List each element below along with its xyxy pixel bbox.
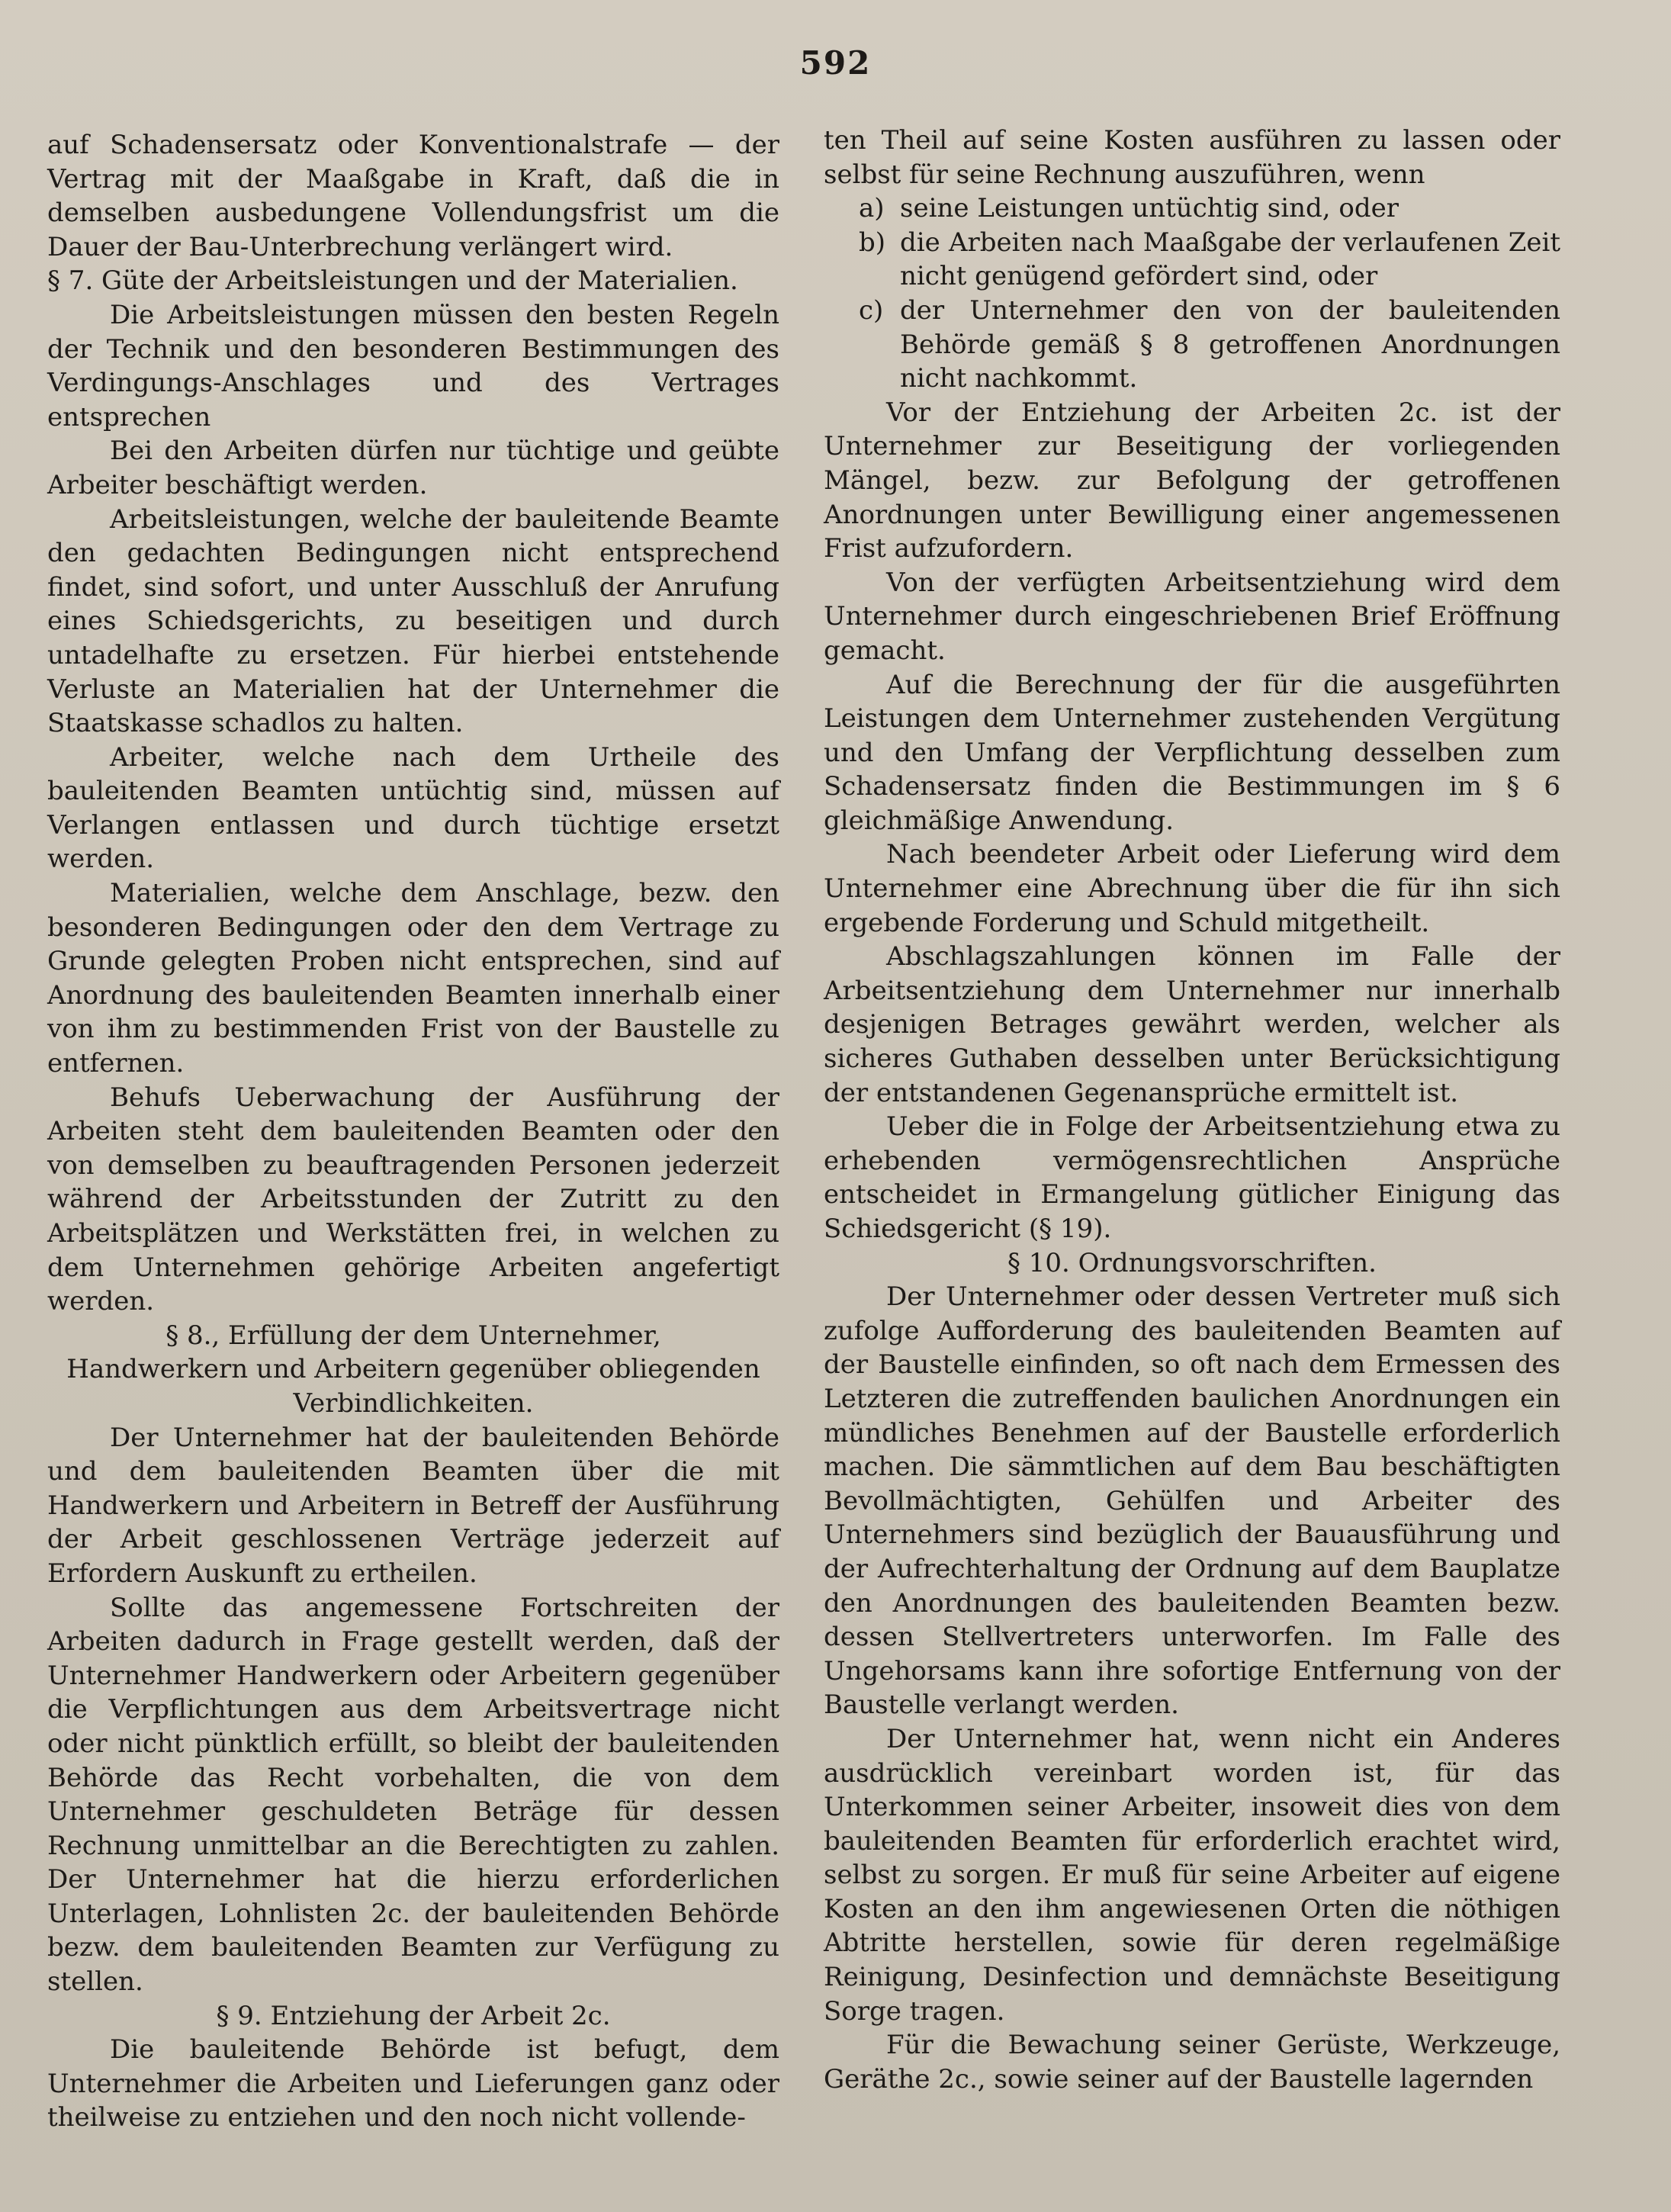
list-item-text: die Arbeiten nach Maaßgabe der verlaufenen Zeit nicht genügend gefördert sind, oder (900, 227, 1560, 292)
paragraph: Vor der Entziehung der Arbeiten 2c. ist der Unternehmer zur Beseitigung der vorliegenden Mängel, bezw. zur Befolgung der getroffenen Anordnungen unter Bewilligung einer angemessenen Frist aufzufordern. (824, 397, 1560, 564)
paragraph: Ueber die in Folge der Arbeitsentziehung etwa zu erhebenden vermögensrechtlichen Ansprüche entscheidet in Ermangelung gütlicher Einigung das Schiedsgericht (§ 19). (824, 1111, 1560, 1244)
paragraph: ten Theil auf seine Kosten ausführen zu lassen oder selbst für seine Rechnung auszuführen, wenn (824, 125, 1560, 190)
list-item (824, 226, 1560, 294)
section-heading-8-line-3: Verbindlichkeiten. (293, 1387, 534, 1419)
section-heading-9: § 9. Entziehung der Arbeit 2c. (216, 2000, 611, 2031)
paragraph: Arbeitsleistungen, welche der bauleitende Beamte den gedachten Bedingungen nicht entsprechend findet, sind sofort, und unter Ausschluß der Anrufung eines Schiedsgerichts, zu beseitigen und durch untadelhafte zu ersetzen. Für hierbei entstehende Verluste an Materialien hat der Unternehmer die Staatskasse schadlos zu halten. (47, 503, 779, 739)
list-item-text: seine Leistungen untüchtig sind, oder (900, 193, 1399, 224)
page-number: 592 (799, 44, 872, 82)
section-heading-8-line-2: Handwerkern und Arbeitern gegenüber obliegenden (66, 1354, 760, 1385)
list-item (824, 191, 1560, 226)
paragraph: Die bauleitende Behörde ist befugt, dem Unternehmer die Arbeiten und Lieferungen ganz oder theilweise zu entziehen und den noch nicht vollende- (47, 2034, 779, 2133)
paragraph: Nach beendeter Arbeit oder Lieferung wird dem Unternehmer eine Abrechnung über die für ihn sich ergebende Forderung und Schuld mitgetheilt. (824, 839, 1560, 938)
paragraph: Der Unternehmer oder dessen Vertreter muß sich zufolge Aufforderung des bauleitenden Beamten auf der Baustelle einfinden, so oft nach dem Ermessen des Letzteren die zutreffenden baulichen Anordnungen ein mündliches Benehmen auf der Baustelle erforderlich machen. Die sämmtlichen auf dem Bau beschäftigten Bevollmächtigten, Gehülfen und Arbeiter des Unternehmers sind bezüglich der Bauausführung und der Aufrechterhaltung der Ordnung auf dem Bauplatze den Anordnungen des bauleitenden Beamten bezw. dessen Stellvertreters unterworfen. Im Falle des Ungehorsams kann ihre sofortige Entfernung von der Baustelle verlangt werden. (824, 1281, 1560, 1721)
list-marker: c) (859, 294, 884, 326)
list-item (824, 294, 1560, 396)
paragraph: auf Schadensersatz oder Konventionalstrafe — der Vertrag mit der Maaßgabe in Kraft, daß die in demselben ausbedungene Vollendungsfrist um die Dauer der Bau-Unterbrechung verlängert wird. (47, 130, 779, 262)
list-item-text: der Unternehmer den von der bauleitenden Behörde gemäß § 8 getroffenen Anordnungen nicht nachkommt. (900, 294, 1560, 394)
paragraph: Auf die Berechnung der für die ausgeführten Leistungen dem Unternehmer zustehenden Vergütung und den Umfang der Verpflichtung desselben zum Schadensersatz finden die Bestimmungen im § 6 gleichmäßige Anwendung. (824, 669, 1560, 836)
paragraph: Behufs Ueberwachung der Ausführung der Arbeiten steht dem bauleitenden Beamten oder den von demselben zu beauftragenden Personen jederzeit während der Arbeitsstunden der Zutritt zu den Arbeitsplätzen und Werkstätten frei, in welchen zu dem Unternehmen gehörige Arbeiten angefertigt werden. (47, 1082, 779, 1317)
paragraph: Sollte das angemessene Fortschreiten der Arbeiten dadurch in Frage gestellt werden, daß der Unternehmer Handwerkern oder Arbeitern gegenüber die Verpflichtungen aus dem Arbeitsvertrage nicht oder nicht pünktlich erfüllt, so bleibt der bauleitenden Behörde das Recht vorbehalten, die von dem Unternehmer geschuldeten Beträge für dessen Rechnung unmittelbar an die Berechtigten zu zahlen. Der Unternehmer hat die hierzu erforderlichen Unterlagen, Lohnlisten 2c. der bauleitenden Behörde bezw. dem bauleitenden Beamten zur Verfügung zu stellen. (47, 1592, 779, 1998)
list-marker: b) (859, 227, 886, 258)
left-column (47, 128, 779, 2135)
paragraph: Abschlagszahlungen können im Falle der Arbeitsentziehung dem Unternehmer nur innerhalb desjenigen Betrages gewährt werden, welcher als sicheres Guthaben desselben unter Berücksichtigung der entstandenen Gegenansprüche ermittelt ist. (824, 941, 1560, 1108)
paragraph: Für die Bewachung seiner Gerüste, Werkzeuge, Geräthe 2c., sowie seiner auf der Baustelle lagernden (824, 2030, 1560, 2095)
paragraph: Arbeiter, welche nach dem Urtheile des bauleitenden Beamten untüchtig sind, müssen auf Verlangen entlassen und durch tüchtige ersetzt werden. (47, 741, 779, 875)
section-heading-10: § 10. Ordnungsvorschriften. (1007, 1247, 1377, 1278)
right-column (824, 124, 1560, 2096)
paragraph: Von der verfügten Arbeitsentziehung wird dem Unternehmer durch eingeschriebenen Brief Eröffnung gemacht. (824, 567, 1560, 666)
section-heading-7: § 7. Güte der Arbeitsleistungen und der Materialien. (47, 265, 738, 297)
list-marker: a) (859, 193, 885, 224)
paragraph: Der Unternehmer hat, wenn nicht ein Anderes ausdrücklich vereinbart worden ist, für das Unterkommen seiner Arbeiter, insoweit dies von dem bauleitenden Beamten für erforderlich erachtet wird, selbst zu sorgen. Er muß für seine Arbeiter auf eigene Kosten an den ihm angewiesenen Orten die nöthigen Abtritte herstellen, sowie für deren regelmäßige Reinigung, Desinfection und demnächste Beseitigung Sorge tragen. (824, 1723, 1560, 2027)
paragraph: Die Arbeitsleistungen müssen den besten Regeln der Technik und den besonderen Bestimmungen des Verdingungs-Anschlages und des Vertrages entsprechen (47, 299, 779, 432)
paragraph: Der Unternehmer hat der bauleitenden Behörde und dem bauleitenden Beamten über die mit Handwerkern und Arbeitern in Betreff der Ausführung der Arbeit geschlossenen Verträge jederzeit auf Erfordern Auskunft zu ertheilen. (47, 1422, 779, 1589)
paragraph: Materialien, welche dem Anschlage, bezw. den besonderen Bedingungen oder den dem Vertrage zu Grunde gelegten Proben nicht entsprechen, sind auf Anordnung des bauleitenden Beamten innerhalb einer von ihm zu bestimmenden Frist von der Baustelle zu entfernen. (47, 878, 779, 1079)
paragraph: Bei den Arbeiten dürfen nur tüchtige und geübte Arbeiter beschäftigt werden. (47, 436, 779, 500)
section-heading-8: § 8., Erfüllung der dem Unternehmer, (165, 1320, 661, 1351)
